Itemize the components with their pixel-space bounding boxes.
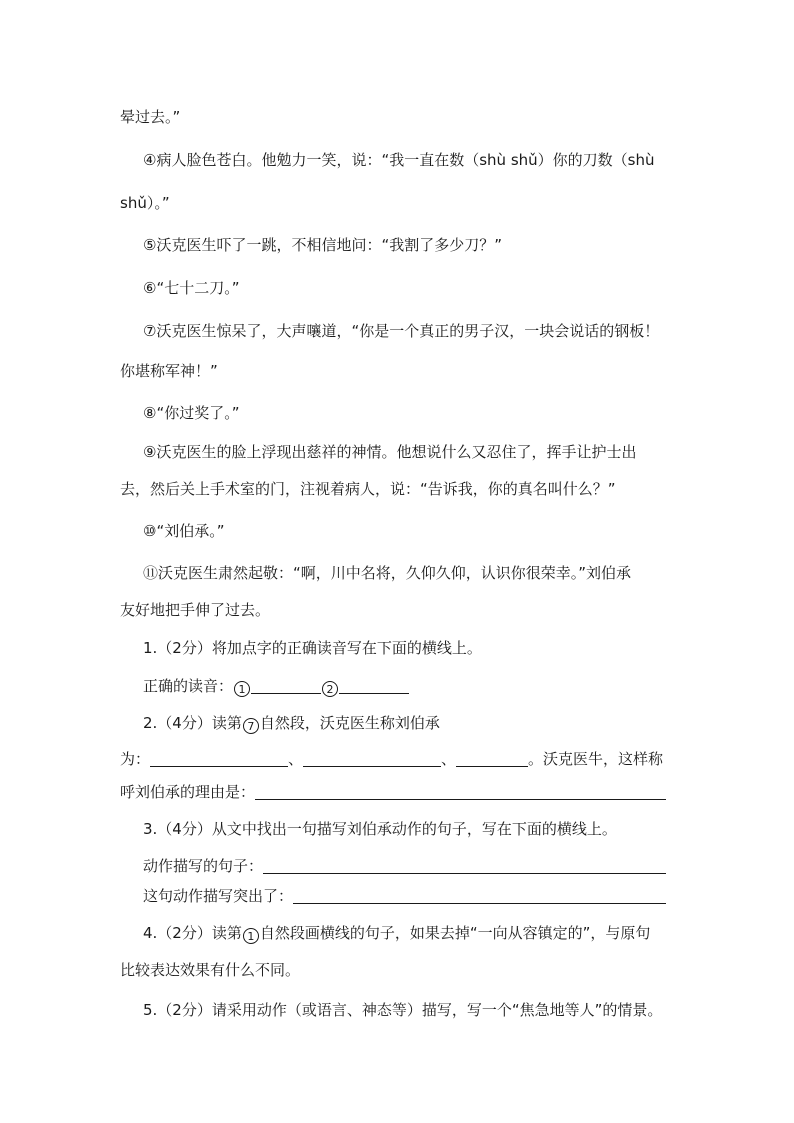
paragraph-9: ⑨沃克医生的脸上浮现出慈祥的神情。他想说什么又忍住了，挥手让护士出 xyxy=(143,443,637,461)
answer-blank-1[interactable] xyxy=(251,677,321,694)
paragraph-11-cont: 友好地把手伸了过去。 xyxy=(120,601,271,619)
question-4-cont: 比较表达效果有什么不同。 xyxy=(120,961,301,979)
answer-blank-5[interactable] xyxy=(456,750,528,767)
question-4: 4.（2分）读第 1 自然段画横线的句子，如果去掉“一向从容镇定的”，与原句 xyxy=(143,924,651,943)
answer-blank-3[interactable] xyxy=(150,750,288,767)
paragraph-4-cont: shǔ）。” xyxy=(120,194,170,212)
paragraph-9-cont: 去，然后关上手术室的门，注视着病人，说：“告诉我，你的真名叫什么？” xyxy=(120,480,616,498)
question-3: 3.（4分）从文中找出一句描写刘伯承动作的句子，写在下面的横线上。 xyxy=(143,820,617,838)
circled-number-1: 1 xyxy=(234,681,250,697)
question-3-line-1: 动作描写的句子： xyxy=(143,856,666,876)
question-2-line-1: 为： 、 、 。沃克医牛，这样称 xyxy=(120,750,664,768)
answer-label: 正确的读音： xyxy=(143,677,234,695)
answer-blank-4[interactable] xyxy=(303,750,441,767)
circled-number-2: 2 xyxy=(322,681,338,697)
question-2: 2.（4分）读第 7 自然段，沃克医生称刘伯承 xyxy=(143,714,440,733)
passage-line: 晕过去。” xyxy=(120,108,181,126)
paragraph-5: ⑤沃克医生吓了一跳，不相信地问：“我割了多少刀？” xyxy=(143,236,502,254)
answer-blank-7[interactable] xyxy=(263,857,666,874)
paragraph-8: ⑧“你过奖了。” xyxy=(143,404,240,422)
paragraph-4: ④病人脸色苍白。他勉力一笑，说：“我一直在数（shù shǔ）你的刀数（shù xyxy=(143,151,655,169)
paragraph-7-cont: 你堪称军神！” xyxy=(120,362,218,380)
answer-blank-2[interactable] xyxy=(339,677,409,694)
question-1: 1.（2分）将加点字的正确读音写在下面的横线上。 xyxy=(143,639,482,657)
question-3-line-2: 这句动作描写突出了： xyxy=(143,886,666,906)
question-1-answer-row xyxy=(143,676,409,697)
answer-blank-6[interactable] xyxy=(255,783,666,800)
paragraph-11: ⑪沃克医生肃然起敬：“啊，川中名将，久仰久仰，认识你很荣幸。”刘伯承 xyxy=(143,564,632,582)
answer-blank-8[interactable] xyxy=(293,887,666,904)
question-2-line-2: 呼刘伯承的理由是： xyxy=(120,782,666,802)
paragraph-6: ⑥“七十二刀。” xyxy=(143,279,240,297)
circled-number-7: 7 xyxy=(243,718,259,734)
circled-number-1: 1 xyxy=(243,928,259,944)
paragraph-10: ⑩“刘伯承。” xyxy=(143,522,225,540)
question-5: 5.（2分）请采用动作（或语言、神态等）描写，写一个“焦急地等人”的情景。 xyxy=(143,1001,663,1019)
paragraph-7: ⑦沃克医生惊呆了，大声嚷道，“你是一个真正的男子汉，一块会说话的钢板！ xyxy=(143,322,660,340)
